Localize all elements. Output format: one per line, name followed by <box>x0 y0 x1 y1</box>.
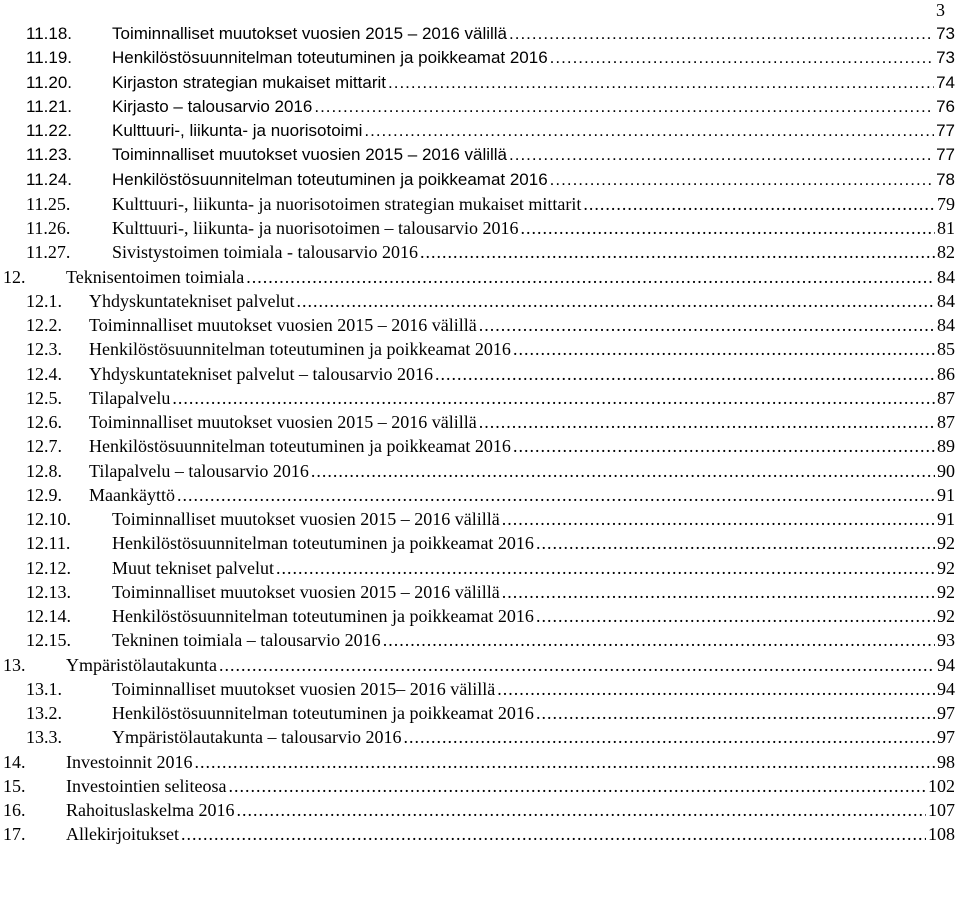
toc-entry-title[interactable]: Muut tekniset palvelut <box>112 557 274 578</box>
toc-entry-page[interactable]: 79 <box>937 193 955 214</box>
toc-entry[interactable] <box>0 95 960 119</box>
dot-leader <box>383 628 935 652</box>
dot-leader <box>311 459 935 483</box>
toc-entry-title[interactable]: Henkilöstösuunnitelman toteutuminen ja poikkeamat 2016 <box>112 533 534 554</box>
toc-entry-number: 14. <box>3 751 26 772</box>
toc-entry[interactable] <box>0 677 960 701</box>
toc-entry-title[interactable]: Ympäristölautakunta – talousarvio 2016 <box>112 727 402 748</box>
toc-entry-number: 15. <box>3 775 26 796</box>
toc-entry-number: 11.20. <box>26 72 73 92</box>
toc-entry[interactable] <box>0 22 960 46</box>
toc-entry-number: 12.11. <box>26 533 71 554</box>
toc-entry-page[interactable]: 82 <box>937 242 955 263</box>
toc-entry-title[interactable]: Tilapalvelu – talousarvio 2016 <box>89 460 309 481</box>
dot-leader <box>246 265 935 289</box>
toc-entry-number: 12.1. <box>26 290 62 311</box>
table-of-contents <box>0 22 960 847</box>
dot-leader <box>502 580 935 604</box>
toc-entry-title[interactable]: Henkilöstösuunnitelman toteutuminen ja poikkeamat 2016 <box>89 339 511 360</box>
toc-entry-number: 12.15. <box>26 630 71 651</box>
toc-entry-title[interactable]: Investoinnit 2016 <box>66 751 193 772</box>
toc-entry-page[interactable]: 81 <box>937 218 955 238</box>
dot-leader <box>479 313 935 337</box>
toc-entry-title[interactable]: Toiminnalliset muutokset vuosien 2015 – 2016 välillä <box>112 581 500 602</box>
toc-entry[interactable] <box>0 71 960 95</box>
toc-entry-page[interactable]: 73 <box>936 24 955 43</box>
toc-entry-title[interactable]: Ympäristölautakunta <box>66 654 217 675</box>
toc-entry-title[interactable]: Sivistystoimen toimiala - talousarvio 2016 <box>112 242 418 263</box>
dot-leader <box>513 337 935 361</box>
toc-entry-number: 11.22. <box>26 121 73 140</box>
toc-entry-page[interactable]: 93 <box>937 630 955 651</box>
toc-entry-number: 12. <box>3 266 26 287</box>
dot-leader <box>513 434 935 458</box>
toc-entry[interactable] <box>0 362 960 386</box>
toc-entry-title[interactable]: Teknisentoimen toimiala <box>66 266 245 287</box>
toc-entry-number: 13.1. <box>26 678 62 699</box>
toc-entry-number: 12.2. <box>26 315 62 335</box>
toc-entry[interactable] <box>0 580 960 604</box>
toc-entry-number: 12.5. <box>26 387 62 408</box>
toc-entry-page[interactable]: 84 <box>937 290 955 311</box>
toc-entry[interactable] <box>0 168 960 192</box>
toc-entry-page[interactable]: 86 <box>937 363 955 384</box>
toc-entry-number: 11.24. <box>26 169 73 189</box>
toc-entry-number: 11.27. <box>26 242 71 263</box>
toc-entry-number: 12.4. <box>26 363 62 384</box>
toc-entry-page[interactable]: 97 <box>937 727 955 748</box>
toc-entry[interactable] <box>0 313 960 337</box>
toc-entry-page[interactable]: 87 <box>937 412 955 432</box>
dot-leader <box>479 410 935 434</box>
toc-entry[interactable] <box>0 289 960 313</box>
dot-leader <box>420 240 935 264</box>
toc-entry[interactable] <box>0 531 960 555</box>
toc-entry-title[interactable]: Kulttuuri-, liikunta- ja nuorisotoimen strategian mukaiset mittarit <box>112 193 582 214</box>
toc-entry-title[interactable]: Kulttuuri-, liikunta- ja nuorisotoimen – talousarvio 2016 <box>112 218 519 238</box>
dot-leader <box>536 531 935 555</box>
toc-entry[interactable] <box>0 556 960 580</box>
dot-leader <box>177 483 935 507</box>
toc-entry[interactable] <box>0 459 960 483</box>
toc-entry-page[interactable]: 78 <box>936 169 955 189</box>
toc-entry-number: 11.25. <box>26 193 71 214</box>
toc-entry-number: 11.19. <box>26 48 73 68</box>
dot-leader <box>296 289 935 313</box>
toc-entry[interactable] <box>0 240 960 264</box>
toc-entry-number: 11.26. <box>26 218 71 238</box>
toc-entry-page[interactable]: 77 <box>936 145 955 165</box>
toc-entry-title[interactable]: Kirjaston strategian mukaiset mittarit <box>112 72 386 92</box>
toc-entry-title[interactable]: Toiminnalliset muutokset vuosien 2015 – 2016 välillä <box>112 24 508 43</box>
toc-entry-page[interactable]: 87 <box>937 387 955 408</box>
toc-entry-page[interactable]: 90 <box>937 460 955 481</box>
toc-entry-number: 12.7. <box>26 436 62 457</box>
toc-entry-page[interactable]: 73 <box>936 48 955 68</box>
toc-entry-page[interactable]: 85 <box>937 339 955 360</box>
dot-leader <box>536 604 935 628</box>
toc-entry-page[interactable]: 91 <box>937 484 955 505</box>
toc-entry-page[interactable]: 97 <box>937 703 955 723</box>
dot-leader <box>502 507 935 531</box>
toc-entry-page[interactable]: 76 <box>936 96 955 116</box>
toc-entry-title[interactable]: Maankäyttö <box>89 484 175 505</box>
dot-leader <box>219 653 935 677</box>
toc-entry-title[interactable]: Kulttuuri-, liikunta- ja nuorisotoimi <box>112 121 363 140</box>
dot-leader <box>228 774 926 798</box>
toc-entry[interactable] <box>0 46 960 70</box>
toc-entry-number: 12.13. <box>26 581 71 602</box>
toc-entry[interactable] <box>0 774 960 798</box>
dot-leader <box>550 46 934 70</box>
toc-entry[interactable] <box>0 434 960 458</box>
toc-entry[interactable] <box>0 337 960 361</box>
toc-entry[interactable] <box>0 822 960 846</box>
dot-leader <box>181 822 926 846</box>
toc-entry-title[interactable]: Tilapalvelu <box>89 387 171 408</box>
toc-entry-page[interactable]: 92 <box>937 533 955 554</box>
toc-entry-page[interactable]: 84 <box>937 315 955 335</box>
toc-entry-number: 12.9. <box>26 484 62 505</box>
toc-entry[interactable] <box>0 265 960 289</box>
toc-entry-number: 11.18. <box>26 24 73 43</box>
toc-entry-page[interactable]: 94 <box>937 678 955 699</box>
toc-entry[interactable] <box>0 750 960 774</box>
toc-entry-title[interactable]: Henkilöstösuunnitelman toteutuminen ja poikkeamat 2016 <box>112 606 534 626</box>
toc-entry[interactable] <box>0 725 960 749</box>
dot-leader <box>536 701 935 725</box>
toc-entry-title[interactable]: Yhdyskuntatekniset palvelut – talousarvio 2016 <box>89 363 433 384</box>
toc-entry-number: 13. <box>3 654 26 675</box>
toc-entry-page[interactable]: 91 <box>937 509 955 529</box>
toc-entry-number: 12.14. <box>26 606 71 626</box>
dot-leader <box>195 750 936 774</box>
toc-entry-title[interactable]: Henkilöstösuunnitelman toteutuminen ja poikkeamat 2016 <box>112 169 548 189</box>
page-number: 3 <box>936 0 945 20</box>
toc-entry[interactable] <box>0 410 960 434</box>
toc-entry[interactable] <box>0 604 960 628</box>
toc-entry-number: 17. <box>3 824 26 845</box>
toc-entry-page[interactable]: 92 <box>937 581 955 602</box>
dot-leader <box>583 192 935 216</box>
dot-leader <box>388 71 934 95</box>
toc-entry-number: 13.2. <box>26 703 62 723</box>
toc-entry-title[interactable]: Toiminnalliset muutokset vuosien 2015 – 2016 välillä <box>112 509 500 529</box>
dot-leader <box>509 143 934 167</box>
toc-entry[interactable] <box>0 483 960 507</box>
dot-leader <box>314 95 934 119</box>
toc-entry-title[interactable]: Rahoituslaskelma 2016 <box>66 800 235 820</box>
toc-entry-number: 12.10. <box>26 509 71 529</box>
toc-entry[interactable] <box>0 798 960 822</box>
toc-entry-title[interactable]: Toiminnalliset muutokset vuosien 2015 – 2016 välillä <box>89 315 477 335</box>
toc-entry-title[interactable]: Henkilöstösuunnitelman toteutuminen ja poikkeamat 2016 <box>112 48 548 68</box>
toc-entry[interactable] <box>0 628 960 652</box>
toc-entry-title[interactable]: Tekninen toimiala – talousarvio 2016 <box>112 630 381 651</box>
toc-entry-page[interactable]: 98 <box>937 751 955 772</box>
toc-entry-title[interactable]: Henkilöstösuunnitelman toteutuminen ja poikkeamat 2016 <box>112 703 534 723</box>
toc-entry[interactable] <box>0 653 960 677</box>
toc-entry[interactable] <box>0 216 960 240</box>
toc-entry[interactable] <box>0 119 960 143</box>
toc-entry-title[interactable]: Yhdyskuntatekniset palvelut <box>89 290 295 311</box>
toc-entry-number: 11.21. <box>26 96 73 116</box>
dot-leader <box>509 22 934 46</box>
toc-entry-page[interactable]: 77 <box>936 121 955 140</box>
dot-leader <box>276 556 935 580</box>
toc-entry-page[interactable]: 107 <box>928 800 955 820</box>
dot-leader <box>172 386 935 410</box>
toc-entry-page[interactable]: 74 <box>936 72 955 92</box>
toc-entry-title[interactable]: Toiminnalliset muutokset vuosien 2015 – 2016 välillä <box>112 145 508 165</box>
toc-entry-title[interactable]: Toiminnalliset muutokset vuosien 2015 – 2016 välillä <box>89 412 477 432</box>
dot-leader <box>236 798 926 822</box>
toc-entry-title[interactable]: Kirjasto – talousarvio 2016 <box>112 96 313 116</box>
toc-entry[interactable] <box>0 701 960 725</box>
toc-entry-page[interactable]: 92 <box>937 557 955 578</box>
toc-entry-page[interactable]: 84 <box>937 266 955 287</box>
toc-entry[interactable] <box>0 143 960 167</box>
toc-entry-number: 11.23. <box>26 145 73 165</box>
toc-entry-title[interactable]: Toiminnalliset muutokset vuosien 2015– 2016 välillä <box>112 678 496 699</box>
dot-leader <box>550 168 934 192</box>
toc-entry-title[interactable]: Henkilöstösuunnitelman toteutuminen ja poikkeamat 2016 <box>89 436 511 457</box>
toc-entry-page[interactable]: 108 <box>928 824 955 845</box>
toc-entry-page[interactable]: 89 <box>937 436 955 457</box>
toc-entry-number: 16. <box>3 800 26 820</box>
toc-entry-page[interactable]: 102 <box>928 775 955 796</box>
toc-entry-number: 13.3. <box>26 727 62 748</box>
toc-entry[interactable] <box>0 386 960 410</box>
toc-entry-number: 12.8. <box>26 460 62 481</box>
toc-entry[interactable] <box>0 507 960 531</box>
toc-entry-number: 12.6. <box>26 412 62 432</box>
toc-entry-title[interactable]: Investointien seliteosa <box>66 775 227 796</box>
toc-entry-title[interactable]: Allekirjoitukset <box>66 824 179 845</box>
dot-leader <box>497 677 935 701</box>
toc-entry-page[interactable]: 92 <box>937 606 955 626</box>
toc-entry-number: 12.12. <box>26 557 71 578</box>
toc-entry-number: 12.3. <box>26 339 62 360</box>
dot-leader <box>364 119 934 143</box>
dot-leader <box>520 216 935 240</box>
dot-leader <box>435 362 935 386</box>
dot-leader <box>403 725 935 749</box>
toc-entry[interactable] <box>0 192 960 216</box>
toc-entry-page[interactable]: 94 <box>937 654 955 675</box>
